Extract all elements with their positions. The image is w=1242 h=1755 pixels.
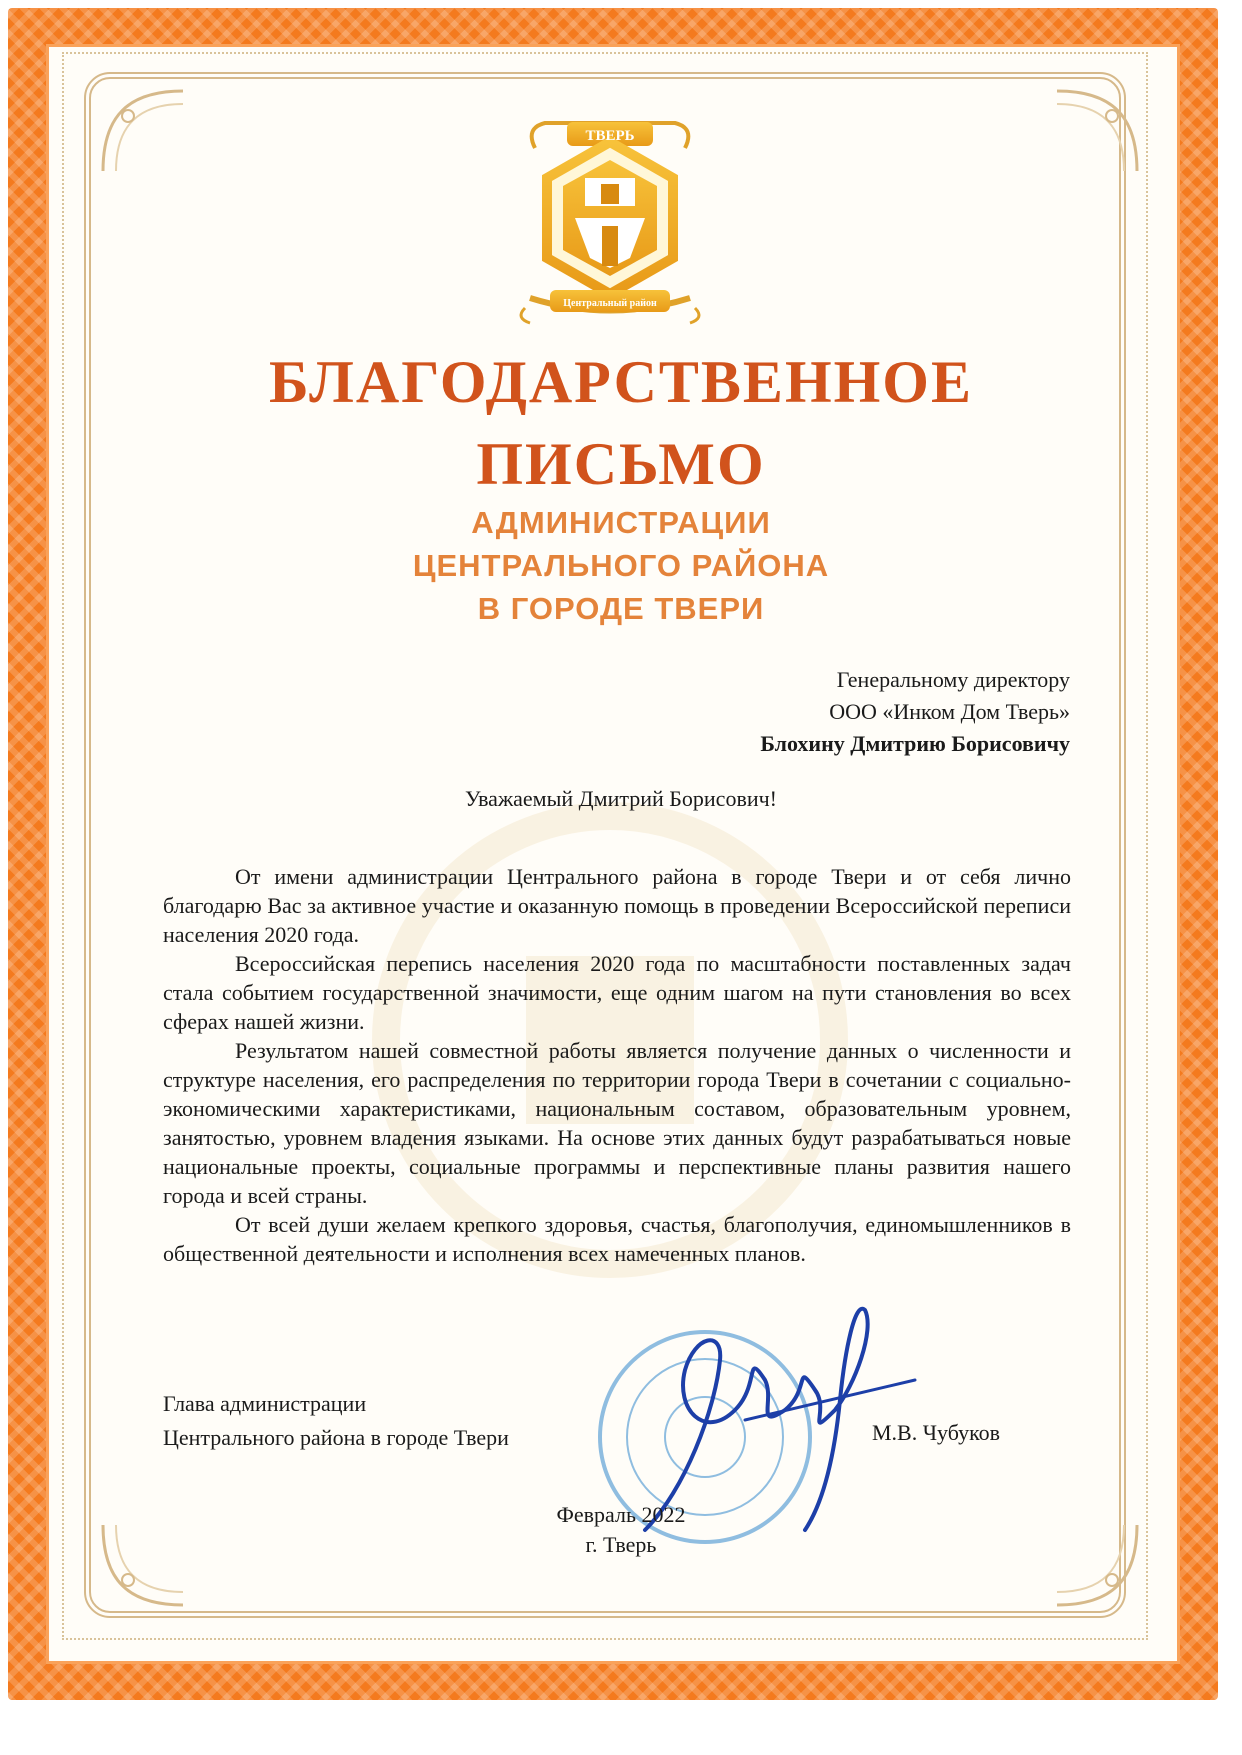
corner-ornament-icon <box>1052 86 1142 176</box>
letter-city: г. Тверь <box>585 1532 657 1557</box>
emblem-banner-top: ТВЕРЬ <box>585 128 635 144</box>
title-line-1: БЛАГОДАРСТВЕННОЕ <box>269 349 973 415</box>
subtitle-line-1: АДМИНИСТРАЦИИ <box>471 505 771 540</box>
signatory-position <box>163 1387 509 1455</box>
addressee-block <box>760 664 1070 760</box>
signatory-name: М.В. Чубуков <box>872 1420 1001 1445</box>
title-line-2: ПИСЬМО <box>476 431 766 497</box>
letter-body <box>163 862 1071 1268</box>
addressee-position: Генеральному директору <box>836 667 1070 692</box>
subtitle-line-2: ЦЕНТРАЛЬНОГО РАЙОНА <box>412 548 830 583</box>
signatory-position-line-1: Глава администрации <box>163 1391 367 1416</box>
body-paragraph-3: Результатом нашей совместной работы является получение данных о численности и структуре населения, его распределения по территории города Твери в сочетании с социально-экономическими характеристиками, национальным составом, образовательным уровнем, занятостью, уровнем владения языками. На основе этих данных будут разрабатываться новые национальные проекты, социальные программы и перспективные планы развития нашего города и всей страны. <box>163 1038 1071 1208</box>
corner-ornament-icon <box>98 86 188 176</box>
body-paragraph-2: Всероссийская перепись населения 2020 года по масштабности поставленных задач стала событием государственной значимости, еще одним шагом на пути становления во всех сферах нашей жизни. <box>163 951 1071 1034</box>
addressee-company: ООО «Инком Дом Тверь» <box>829 699 1070 724</box>
letter-date: Февраль 2022 <box>556 1502 686 1527</box>
signatory-position-line-2: Центрального района в городе Твери <box>163 1425 509 1450</box>
tver-coat-of-arms-icon <box>505 108 715 338</box>
addressee-name: Блохину Дмитрию Борисовичу <box>760 731 1070 756</box>
body-paragraph-4: От всей души желаем крепкого здоровья, счастья, благополучия, единомышленников в общественной деятельности и исполнения всех намеченных планов. <box>163 1212 1071 1266</box>
greeting: Уважаемый Дмитрий Борисович! <box>464 786 778 811</box>
body-paragraph-1: От имени администрации Центрального района в городе Твери и от себя лично благодарю Вас за активное участие и оказанную помощь в проведении Всероссийской переписи населения 2020 года. <box>163 864 1071 947</box>
date-and-place <box>0 1500 1242 1560</box>
subtitle-line-3: В ГОРОДЕ ТВЕРИ <box>477 591 765 626</box>
emblem-banner-bottom: Центральный район <box>563 298 657 309</box>
